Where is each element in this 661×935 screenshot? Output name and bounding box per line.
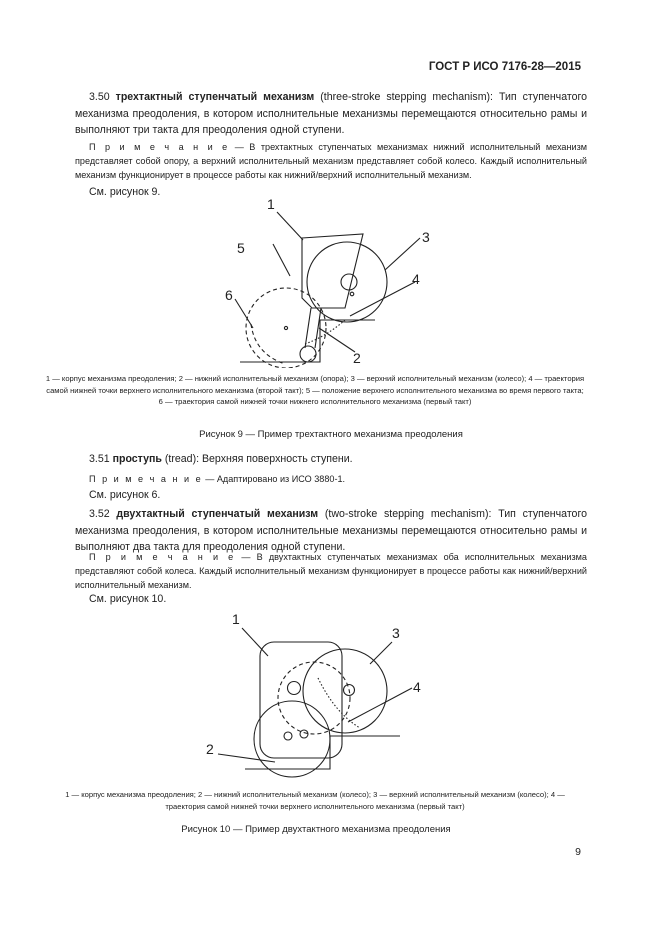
- page-number: 9: [575, 846, 581, 858]
- see-figure-6: См. рисунок 6.: [89, 489, 161, 501]
- figure-10-legend: 1 — корпус механизма преодоления; 2 — нижний исполнительный механизм (колесо); 3 — верхний исполнительный механизм (колесо); 4 — траектория самой нижней точки верхнего исполнительного механизма (первый такт): [65, 790, 565, 811]
- label-3: 3: [392, 625, 400, 641]
- body-pivot: [288, 682, 301, 695]
- note-text: — В трехтактных ступенчатых механизмах нижний исполнительный механизм представляет собой опору, а верхний исполнительный механизм представляет собой колесо. Каждый исполнительный механизм функционирует в процессе работы как нижний/верхний исполнительный механизм.: [75, 142, 587, 180]
- section-3-52: [75, 506, 587, 556]
- definition: (tread): Верхняя поверхность ступени.: [164, 453, 353, 465]
- figure-9-diagram: [215, 196, 450, 368]
- section-number: 3.52: [89, 508, 110, 520]
- wheel-hub: [341, 274, 357, 290]
- document-header: ГОСТ Р ИСО 7176-28—2015: [428, 61, 581, 73]
- note-label: П р и м е ч а н и е: [89, 142, 230, 152]
- label-1: 1: [232, 611, 240, 627]
- label-6: 6: [225, 287, 233, 303]
- label-5: 5: [237, 240, 245, 256]
- lower-wheel-hub: [284, 732, 292, 740]
- figure-9-legend: 1 — корпус механизма преодоления; 2 — нижний исполнительный механизм (опора); 3 — верхний исполнительный механизм (колесо); 4 — траектория самой нижней точки верхнего исполнительного механизма (второй такт); 5 — положение верхнего исполнительного механизма во время первого такта; 6 — траектория самой нижней точки нижнего исполнительного механизма (первый такт): [45, 374, 585, 406]
- figure-9-caption: Рисунок 9 — Пример трехтактного механизма преодоления: [199, 429, 463, 440]
- note-3-50: [75, 140, 587, 182]
- see-figure-9: См. рисунок 9.: [89, 186, 161, 198]
- label-2: 2: [353, 350, 361, 366]
- definition: (two-stroke stepping mechanism): Тип ступенчатого механизма преодоления, в котором исполнительные механизмы перемещаются относительно рамы и выполняют два такта для преодоления одной ступени.: [75, 508, 587, 553]
- upper-wheel: [307, 242, 387, 322]
- leader-4: [350, 282, 415, 316]
- note-text: — Адаптировано из ИСО 3880-1.: [205, 474, 346, 484]
- see-figure-10: См. рисунок 10.: [89, 593, 167, 605]
- label-3: 3: [422, 229, 430, 245]
- support-leg: [305, 308, 321, 348]
- section-3-51: [75, 451, 587, 468]
- leader-5: [273, 244, 290, 276]
- label-4: 4: [412, 271, 420, 287]
- upper-wheel-position-first-stroke: [246, 288, 326, 368]
- lower-wheel-hub-2: [300, 730, 308, 738]
- note-text: — В двухтактных ступенчатых механизмах оба исполнительных механизма представляют собой колеса. Каждый исполнительный механизм функционирует в процессе работы как нижний/верхний исполнительный механизм.: [75, 552, 587, 590]
- leader-4: [348, 688, 412, 722]
- section-number: 3.51: [89, 453, 110, 465]
- leader-2: [319, 328, 355, 352]
- term: проступь: [112, 453, 162, 465]
- label-1: 1: [267, 196, 275, 212]
- term: трехтактный ступенчатый механизм: [115, 91, 315, 103]
- leader-3: [385, 238, 420, 270]
- leader-3: [370, 642, 392, 664]
- term: двухтактный ступенчатый механизм: [116, 508, 319, 520]
- section-number: 3.50: [89, 91, 110, 103]
- axle-point: [284, 326, 287, 329]
- note-label: П р и м е ч а н и е: [89, 474, 203, 484]
- label-2: 2: [206, 741, 214, 757]
- axle-point: [350, 292, 354, 296]
- section-3-50: [75, 89, 587, 139]
- note-label: П р и м е ч а н и е: [89, 552, 236, 562]
- lower-trajectory: [251, 324, 285, 364]
- figure-10-diagram: [200, 608, 435, 783]
- definition: (three-stroke stepping mechanism): Тип ступенчатого механизма преодоления, в котором исполнительные механизмы перемещаются относительно рамы и выполняют три такта для преодоления одной ступени.: [75, 91, 588, 136]
- lower-wheel: [254, 701, 330, 777]
- upper-trajectory: [318, 678, 360, 728]
- leader-6: [235, 299, 253, 328]
- leader-1: [277, 212, 303, 240]
- step-profile: [245, 736, 400, 769]
- note-3-51: [75, 472, 587, 486]
- note-3-52: [75, 550, 587, 592]
- upper-wheel-alt-position: [278, 662, 350, 734]
- support-foot: [300, 346, 316, 362]
- label-4: 4: [413, 679, 421, 695]
- figure-10-caption: Рисунок 10 — Пример двухтактного механизма преодоления: [181, 824, 451, 835]
- leader-1: [242, 628, 268, 656]
